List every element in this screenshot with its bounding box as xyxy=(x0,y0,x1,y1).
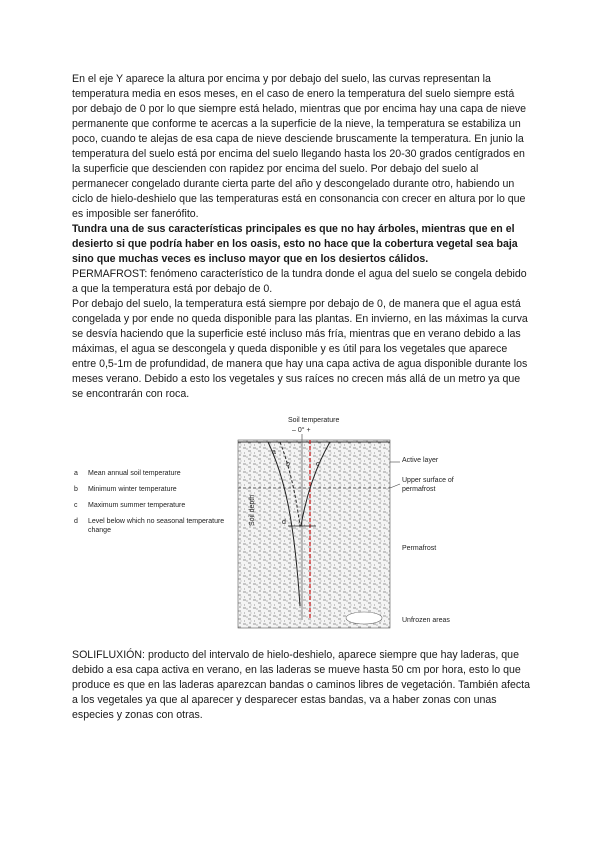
curve-label-d: d xyxy=(282,519,286,526)
legend-item-c: c Maximum summer temperature xyxy=(74,502,186,509)
paragraph-tundra-bold: Tundra una de sus características principales es que no hay árboles, mientras que en el desierto si que podría haber en los oasis, esto no hace que la cobertura vegetal sea baja sino que muchas veces es incluso mayor que en los desiertos cálidos. xyxy=(72,223,518,265)
document-page xyxy=(72,72,532,723)
paragraph-below-ground: Por debajo del suelo, la temperatura está siempre por debajo de 0, de manera que el agua está congelada y por ende no queda disponible para las plantas. En invierno, en las máximas la curva se desvía haciendo que la superficie esté incluso más fría, mientras que en verano debido a las máximas, el agua se descongela y queda disponible y es útil para los vegetales que aparece entre 0,5-1m de profundidad, de manera que hay una capa activa de agua disponible durante los meses verano. Debido a esto los vegetales y sus raíces no crecen más allá de un metro ya que se encontrarán con roca. xyxy=(72,298,528,400)
temperature-sign-scale: – 0° + xyxy=(292,427,311,434)
pointer-permafrost-surface xyxy=(390,484,400,488)
permafrost-figure xyxy=(72,406,532,638)
legend-item-d: d Level below which no seasonal temperature change xyxy=(74,518,225,534)
legend-item-a: a Mean annual soil temperature xyxy=(74,470,181,477)
soil-profile-diagram xyxy=(72,406,532,638)
upper-surface-label: Upper surface of permafrost xyxy=(402,477,454,493)
unfrozen-area-shape xyxy=(346,612,382,624)
active-layer-label: Active layer xyxy=(402,457,439,464)
curve-label-b: b xyxy=(286,461,290,468)
soil-depth-label: Soil depth xyxy=(249,494,256,526)
legend-item-b: b Minimum winter temperature xyxy=(74,486,177,493)
soil-block xyxy=(238,440,390,628)
unfrozen-areas-label: Unfrozen areas xyxy=(402,617,450,624)
paragraph-solifluxion: SOLIFLUXIÓN: producto del intervalo de hielo-deshielo, aparece siempre que hay laderas, que debido a esa capa activa en verano, en las laderas se mueve hasta 50 cm por hora, esto lo que produce es que en las laderas aparezcan bandas o caminos libres de vegetación. También afecta a los vegetales ya que al aparecer y desparecer estas bandas, va a haber zonas con unas especies y zonas con otras. xyxy=(72,649,530,721)
curve-label-c: c xyxy=(316,461,320,468)
paragraph-soil-temperature: En el eje Y aparece la altura por encima y por debajo del suelo, las curvas representan la temperatura media en esos meses, en el caso de enero la temperatura del suelo siempre está por debajo de 0 por lo que siempre está helado, mientras que por encima hay una capa de nieve permanente que conforme te acercas a la superficie de la nieve, la temperatura se estabiliza un poco, cuando te alejas de esa capa de nieve desciende bruscamente la temperatura. En junio la temperatura del suelo está por encima del suelo llegando hasta los 20-30 grados centígrados en la superficie que descienden con rapidez por encima del suelo. Por debajo del suelo al permanecer congelado durante cierta parte del año y descongelado durante otro, habiendo un ciclo de hielo-deshielo que las temperaturas está en consonancia con crecer en altura por lo que es imposible ser fanerófito. xyxy=(72,73,527,220)
paragraph-permafrost-definition: PERMAFROST: fenómeno característico de la tundra donde el agua del suelo se congela debido a que la temperatura está por debajo de 0. xyxy=(72,268,527,295)
permafrost-label: Permafrost xyxy=(402,545,437,552)
soil-temperature-title: Soil temperature xyxy=(288,417,340,424)
curve-label-a: a xyxy=(272,449,276,456)
